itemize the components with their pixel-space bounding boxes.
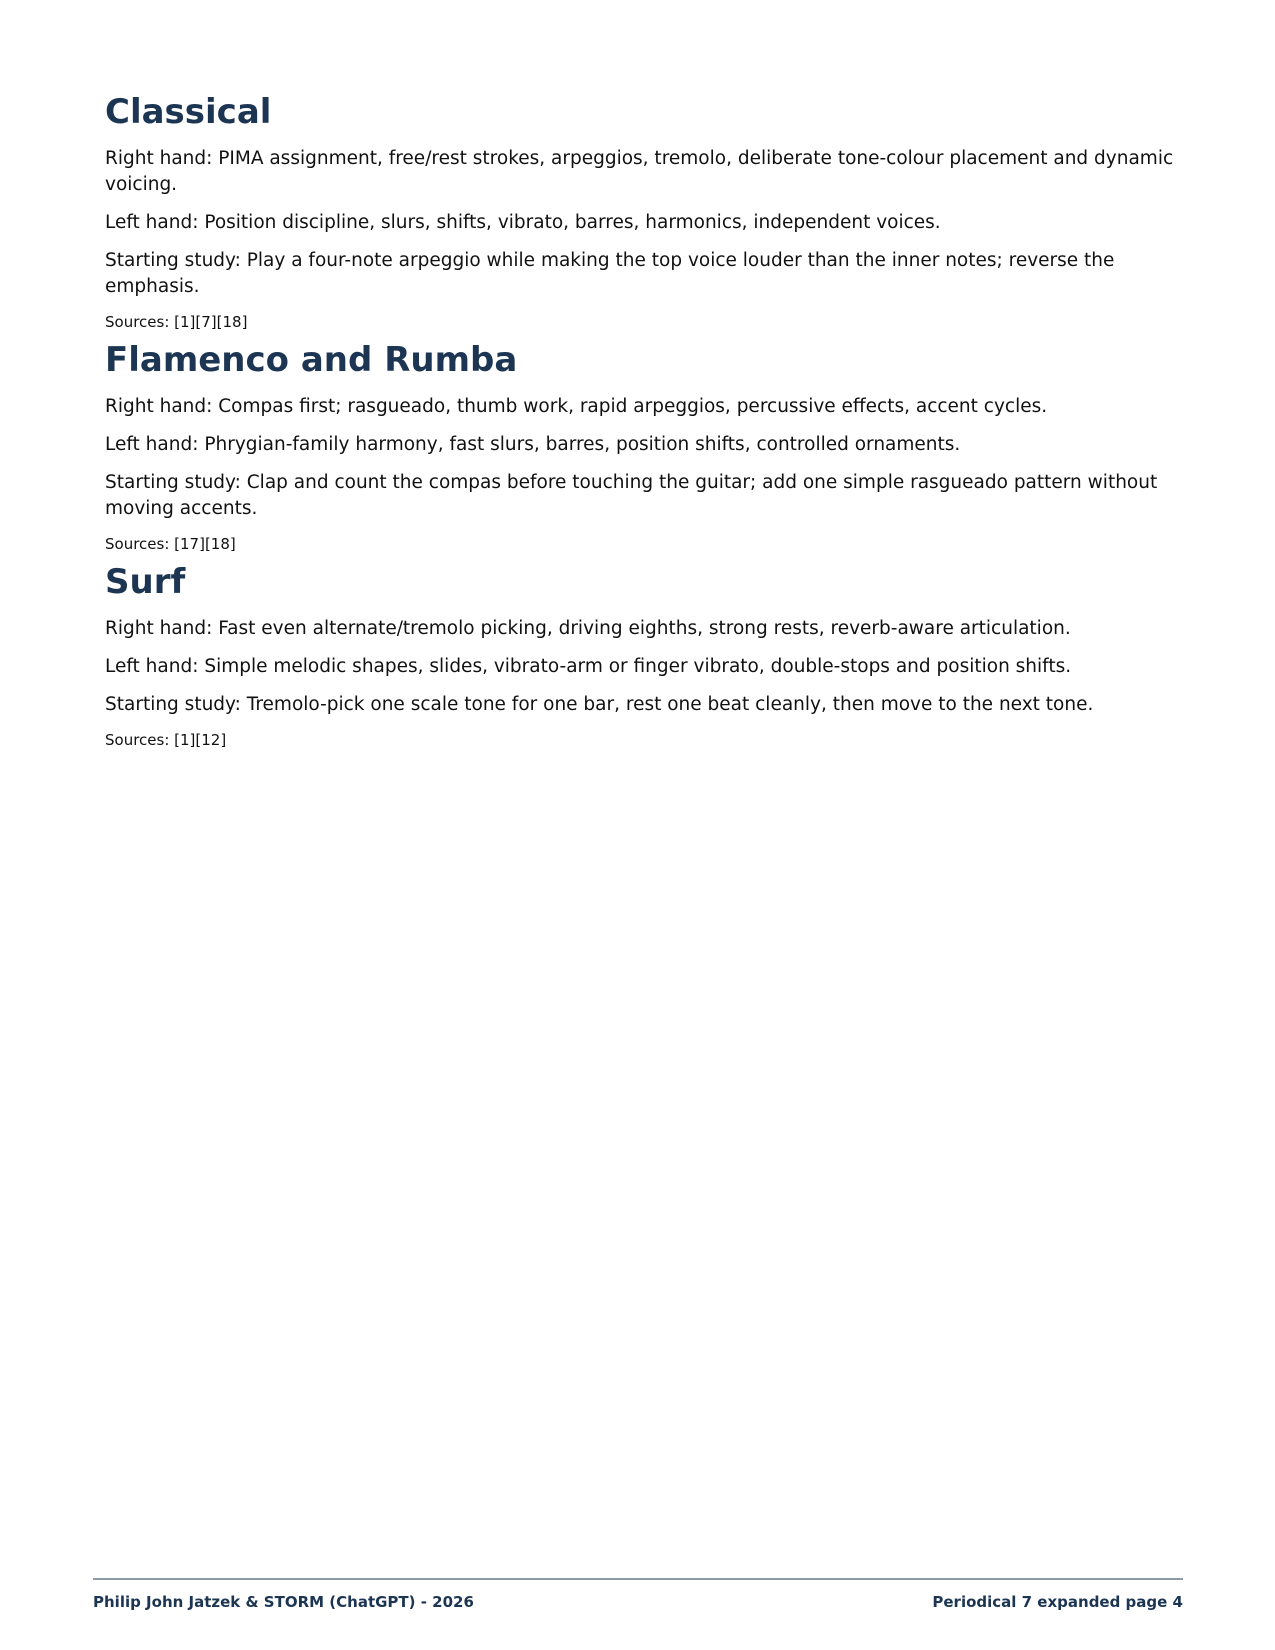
sources-text: Sources: [17][18] xyxy=(105,535,236,553)
sources-text: Sources: [1][12] xyxy=(105,731,227,749)
left-hand-text: Left hand: Position discipline, slurs, shifts, vibrato, barres, harmonics, independent voices. xyxy=(105,212,941,233)
section-title: Surf xyxy=(105,562,186,602)
footer-divider xyxy=(93,1578,1183,1580)
left-hand-text: Left hand: Phrygian-family harmony, fast slurs, barres, position shifts, controlled ornaments. xyxy=(105,434,961,455)
right-hand-text: Right hand: Compas first; rasgueado, thumb work, rapid arpeggios, percussive effects, accent cycles. xyxy=(105,396,1048,417)
left-hand-text: Left hand: Simple melodic shapes, slides, vibrato-arm or finger vibrato, double-stops and position shifts. xyxy=(105,656,1072,677)
right-hand-text: Right hand: Fast even alternate/tremolo picking, driving eighths, strong rests, reverb-aware articulation. xyxy=(105,618,1071,639)
right-hand-text: Right hand: PIMA assignment, free/rest strokes, arpeggios, tremolo, deliberate tone-colour placement and dynamic voicing. xyxy=(105,148,1174,195)
starting-study-text: Starting study: Play a four-note arpeggio while making the top voice louder than the inner notes; reverse the emphasis. xyxy=(105,250,1115,297)
starting-study-text: Starting study: Clap and count the compas before touching the guitar; add one simple rasgueado pattern without moving accents. xyxy=(105,472,1158,519)
footer-page-label: Periodical 7 expanded page 4 xyxy=(932,1593,1183,1611)
sources-text: Sources: [1][7][18] xyxy=(105,313,248,331)
section-surf xyxy=(105,562,1185,750)
page-content xyxy=(105,92,1185,758)
footer-author: Philip John Jatzek & STORM (ChatGPT) - 2026 xyxy=(93,1593,474,1611)
starting-study-text: Starting study: Tremolo-pick one scale tone for one bar, rest one beat cleanly, then move to the next tone. xyxy=(105,694,1094,715)
section-title: Classical xyxy=(105,92,272,132)
section-title: Flamenco and Rumba xyxy=(105,340,518,380)
section-flamenco-and-rumba xyxy=(105,340,1185,554)
section-classical xyxy=(105,92,1185,332)
